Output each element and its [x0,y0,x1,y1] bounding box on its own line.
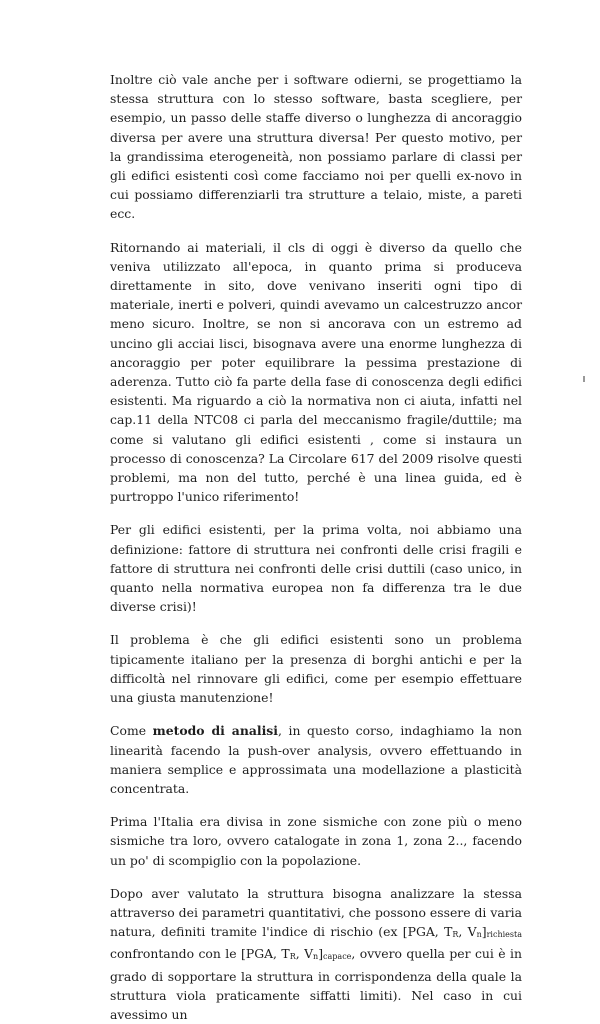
p7-sub-r1: R [452,930,459,940]
paragraph-2: Ritornando ai materiali, il cls di oggi è diverso da quello che veniva utilizzato all'epoca, in quanto prima si produceva direttamente in sito, dove venivano inseriti ogni tipo di materiale, inerti e polveri, quindi avevamo un calcestruzzo ancor meno sicuro. Inoltre, se non si ancorava con un estremo ad uncino gli acciai lisci, bisognava avere una enorme lunghezza di ancoraggio per poter equilibrare la pessima prestazione di aderenza. Tutto ciò fa parte della fase di conoscenza degli edifici esistenti. Ma riguardo a ciò la normativa non ci aiuta, infatti nel cap.11 della NTC08 ci parla del meccanismo fragile/duttile; ma come si valutano gli edifici esistenti , come si instaura un processo di conoscenza? La Circolare 617 del 2009 risolve questi problemi, ma non del tutto, perché è una linea guida, ed è purtroppo l'unico riferimento! [110,239,522,505]
paragraph-5 [110,721,522,798]
p7-f: ] [318,946,324,962]
paragraph-3: Per gli edifici esistenti, per la prima volta, noi abbiamo una definizione: fattore di struttura nei confronti delle crisi fragili e fattore di struttura nei confronti delle crisi duttili (caso unico, in quanto nella normativa europea non fa differenza tra le due diverse crisi)! [110,522,522,615]
p7-b: , V [458,924,477,940]
p7-sub-capace: capace [323,952,352,962]
scan-speck [583,376,585,382]
paragraph-6: Prima l'Italia era divisa in zone sismiche con zone più o meno sismiche tra loro, ovvero catalogate in zona 1, zona 2.., facendo un po' di scompiglio con la popolazione. [110,814,522,868]
p5-bold-term: metodo di analisi [152,723,278,739]
p7-sub-r2: R [289,952,296,962]
paragraph-4: Il problema è che gli edifici esistenti sono un problema tipicamente italiano per la presenza di borghi antichi e per la difficoltà nel rinnovare gli edifici, come per esempio effettuare una giusta manutenzione! [110,632,522,706]
p7-d: confrontando con le [PGA, T [110,946,290,962]
p7-e: , V [295,946,314,962]
p5-pre: Come [110,723,153,739]
p5-post: , in questo corso, indaghiamo la non linearità facendo la push-over analysis, ovvero effettuando in maniera semplice e approssimata una modellazione a plasticità concentrata. [110,723,522,796]
p7-sub-n2: n [313,952,319,962]
paragraph-7 [110,884,522,1024]
p7-sub-richiesta: richiesta [486,930,522,940]
p7-a: Dopo aver valutato la struttura bisogna analizzare la stessa attraverso dei parametri quantitativi, che possono essere di varia natura, definiti tramite l'indice di rischio (ex [PGA, T [110,885,522,940]
p7-g: , ovvero quella per cui è in grado di sopportare la struttura in corrispondenza della quale la struttura viola praticamente siffatti limiti). Nel caso in cui avessimo un [110,946,523,1022]
paragraph-1: Inoltre ciò vale anche per i software odierni, se progettiamo la stessa struttura con lo stesso software, basta scegliere, per esempio, un passo delle staffe diverso o lunghezza di ancoraggio diversa per avere una struttura diversa! Per questo motivo, per la grandissima eterogeneità, non possiamo parlare di classi per gli edifici esistenti così come facciamo noi per quelli ex-novo in cui possiamo differenziarli tra strutture a telaio, miste, a pareti ecc. [110,72,522,222]
p7-sub-n1: n [476,930,482,940]
p7-c: ] [481,924,487,940]
